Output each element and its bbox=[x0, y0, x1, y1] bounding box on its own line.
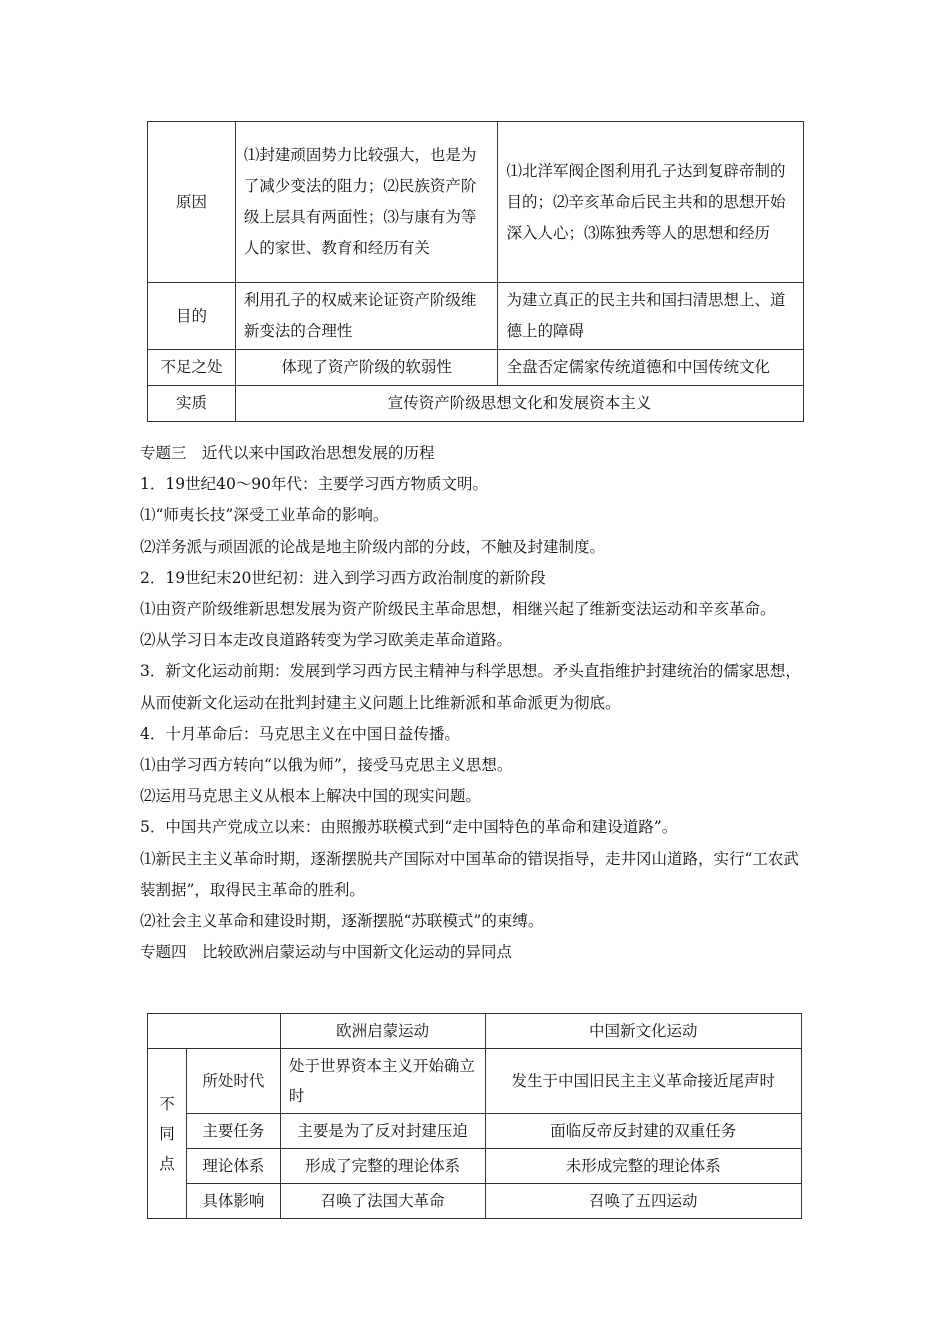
column-header: 中国新文化运动 bbox=[485, 1014, 801, 1049]
table-cell: 形成了完整的理论体系 bbox=[280, 1149, 485, 1184]
table-cell: 全盘否定儒家传统道德和中国传统文化 bbox=[498, 350, 804, 386]
table-cell: 面临反帝反封建的双重任务 bbox=[485, 1114, 801, 1149]
body-text bbox=[140, 438, 810, 968]
table-cell: 召唤了法国大革命 bbox=[280, 1184, 485, 1219]
row-label: 具体影响 bbox=[186, 1184, 280, 1219]
paragraph: ⑵运用马克思主义从根本上解决中国的现实问题。 bbox=[140, 787, 482, 806]
paragraph: 5．中国共产党成立以来：由照搬苏联模式到“走中国特色的革命和建设道路”。 bbox=[140, 818, 678, 837]
paragraph: 4．十月革命后：马克思主义在中国日益传播。 bbox=[140, 724, 460, 743]
table-row bbox=[148, 350, 804, 386]
row-label: 所处时代 bbox=[186, 1049, 280, 1114]
table-cell: ⑴北洋军阀企图利用孔子达到复辟帝制的目的；⑵辛亥革命后民主共和的思想开始深入人心；⑶陈独秀等人的思想和经历 bbox=[498, 122, 804, 283]
table-cell: 为建立真正的民主共和国扫清思想上、道德上的障碍 bbox=[498, 283, 804, 350]
paragraph: 1．19世纪40～90年代：主要学习西方物质文明。 bbox=[140, 475, 489, 494]
table-cell: 处于世界资本主义开始确立时 bbox=[280, 1049, 485, 1114]
paragraph: ⑴由学习西方转向“以俄为师”，接受马克思主义思想。 bbox=[140, 756, 513, 775]
table-row bbox=[148, 386, 804, 422]
row-label: 实质 bbox=[148, 386, 236, 422]
comparison-table-top bbox=[147, 121, 804, 422]
table-row bbox=[148, 1184, 802, 1219]
table-cell: 利用孔子的权威来论证资产阶级维新变法的合理性 bbox=[235, 283, 498, 350]
table-row bbox=[148, 1149, 802, 1184]
paragraph: ⑴“师夷长技”深受工业革命的影响。 bbox=[140, 506, 389, 525]
table-header-row bbox=[148, 1014, 802, 1049]
empty-header-cell bbox=[148, 1014, 281, 1049]
row-label: 理论体系 bbox=[186, 1149, 280, 1184]
table-cell: 发生于中国旧民主主义革命接近尾声时 bbox=[485, 1049, 801, 1114]
group-label bbox=[148, 1049, 187, 1219]
row-label: 原因 bbox=[148, 122, 236, 283]
group-label-text: 不同点 bbox=[159, 1094, 175, 1173]
column-header: 欧洲启蒙运动 bbox=[280, 1014, 485, 1049]
table-row bbox=[148, 122, 804, 283]
comparison-table-bottom bbox=[147, 1013, 802, 1219]
table-cell: ⑴封建顽固势力比较强大，也是为了减少变法的阻力；⑵民族资产阶级上层具有两面性；⑶与康有为等人的家世、教育和经历有关 bbox=[235, 122, 498, 283]
table-row bbox=[148, 1114, 802, 1149]
table-row bbox=[148, 283, 804, 350]
table-cell: 宣传资产阶级思想文化和发展资本主义 bbox=[235, 386, 803, 422]
paragraph: ⑴由资产阶级维新思想发展为资产阶级民主革命思想，相继兴起了维新变法运动和辛亥革命。 bbox=[140, 600, 776, 619]
table-cell: 体现了资产阶级的软弱性 bbox=[235, 350, 498, 386]
paragraph: ⑴新民主主义革命时期，逐渐摆脱共产国际对中国革命的错误指导，走井冈山道路，实行“工农武装割据”，取得民主革命的胜利。 bbox=[140, 849, 799, 899]
table-cell: 主要是为了反对封建压迫 bbox=[280, 1114, 485, 1149]
table-cell: 召唤了五四运动 bbox=[485, 1184, 801, 1219]
paragraph: 3．新文化运动前期：发展到学习西方民主精神与科学思想。矛头直指维护封建统治的儒家思想，从而使新文化运动在批判封建主义问题上比维新派和革命派更为彻底。 bbox=[140, 662, 801, 712]
table-row bbox=[148, 1049, 802, 1114]
row-label: 不足之处 bbox=[148, 350, 236, 386]
paragraph: ⑵从学习日本走改良道路转变为学习欧美走革命道路。 bbox=[140, 631, 513, 650]
paragraph: ⑵洋务派与顽固派的论战是地主阶级内部的分歧，不触及封建制度。 bbox=[140, 537, 606, 556]
table-cell: 未形成完整的理论体系 bbox=[485, 1149, 801, 1184]
section-title: 专题四 比较欧洲启蒙运动与中国新文化运动的异同点 bbox=[140, 943, 513, 962]
paragraph: 2．19世纪末20世纪初：进入到学习西方政治制度的新阶段 bbox=[140, 568, 546, 587]
row-label: 主要任务 bbox=[186, 1114, 280, 1149]
paragraph: ⑵社会主义革命和建设时期，逐渐摆脱“苏联模式”的束缚。 bbox=[140, 912, 544, 931]
section-title: 专题三 近代以来中国政治思想发展的历程 bbox=[140, 444, 435, 462]
row-label: 目的 bbox=[148, 283, 236, 350]
